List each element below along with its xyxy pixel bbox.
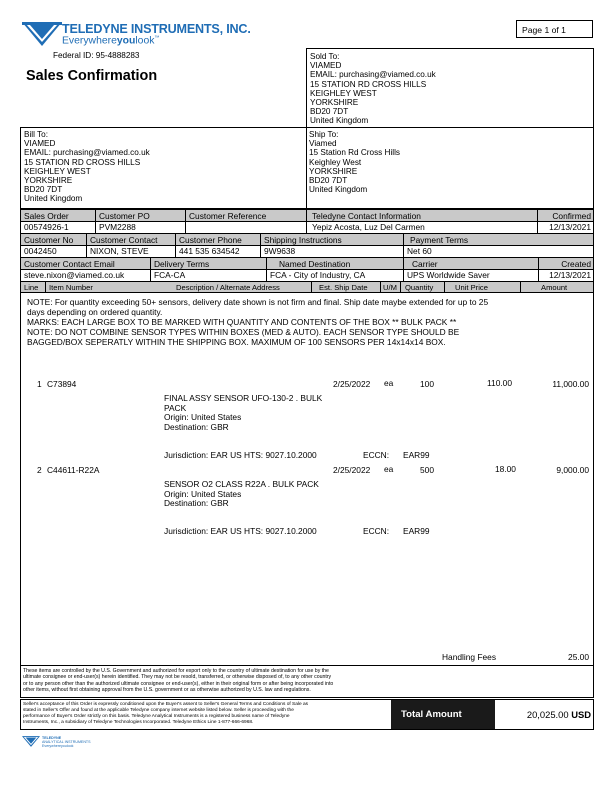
sold-to-label: Sold To: [310,52,340,61]
val-customer-po: PVM2288 [99,222,136,232]
export-notice [20,665,594,698]
ship-to-line: YORKSHIRE [309,166,358,176]
item-qty: 100 [420,379,434,389]
ship-to-line: Keighley West [309,157,362,167]
bill-to-line: VIAMED [24,139,56,149]
item-um: ea [384,378,394,388]
item-amount: 9,000.00 [556,465,589,475]
item-unit-price: 110.00 [487,378,512,388]
val-delivery-terms: FCA-CA [154,270,186,280]
hdr-contact-email: Customer Contact Email [21,258,150,270]
val-customer-no: 0042450 [24,246,57,256]
total-currency: USD [571,709,591,720]
footer-logo [22,736,122,752]
item-eccn: EAR99 [403,450,430,460]
footer-logo-line: ANALYTICAL INSTRUMENTS [42,740,91,745]
terms-notice-line: performance of Buyer's Order strictly on this basis. Teledyne Analytical Instruments is a registered business name of Teledyne [23,714,290,719]
item-desc-line: PACK [164,402,187,413]
export-notice-line: These items are controlled by the U.S. Government and authorized for export only to the country of ultimate destination for use by the [23,668,329,674]
item-desc-line: FINAL ASSY SENSOR UFO-130-2 . BULK [164,393,323,403]
company-name: TELEDYNE INSTRUMENTS, INC. [62,22,251,36]
item-qty: 500 [420,465,434,475]
handling-fees-value: 25.00 [568,652,589,662]
total-amount-value [501,709,591,720]
terms-notice-line: Instruments, Inc., a subsidiary of Teledyne Technologies Incorporated. Teledyne Ethics Line 1-877-666-6968. [23,720,254,725]
note-line: NOTE: DO NOT COMBINE SENSOR TYPES WITHIN BOXES (MED & AUTO). EACH SENSOR TYPE SHOULD BE [27,327,460,337]
sold-to-line: YORKSHIRE [310,98,359,108]
hdr-shipping-instructions: Shipping Instructions [261,234,403,246]
order-notes [27,297,488,347]
val-sales-order: 00574926-1 [24,222,69,232]
line-items-body [20,292,594,666]
bill-to-line: United Kingdom [24,194,83,204]
item-ship-date: 2/25/2022 [333,465,371,475]
bill-to-line: KEIGHLEY WEST [24,166,91,176]
hdr-created: Created [539,258,593,270]
item-desc-line: Origin: United States [164,488,242,499]
handling-fees-label: Handling Fees [442,652,497,662]
bill-to-label: Bill To: [24,130,48,139]
bill-to-line: YORKSHIRE [24,176,73,186]
bill-ship-box [20,127,594,209]
total-amount-label: Total Amount [401,709,462,720]
page-label: Page 1 of 1 [522,25,566,35]
val-payment-terms: Net 60 [407,246,432,256]
lh-unit-price: Unit Price [455,283,488,292]
item-desc-line: Origin: United States [164,412,242,423]
lh-item-number: Item Number [49,283,93,292]
terms-notice-line: stated in Seller's Offer and found at the applicable Teledyne company internet website listed below. Seller is proceeding with the [23,708,294,713]
sold-to-line: KEIGHLEY WEST [310,88,377,98]
item-ship-date: 2/25/2022 [333,379,371,389]
tagline-tm: ™ [154,35,160,41]
sold-to-line: 15 STATION RD CROSS HILLS [310,79,427,89]
hdr-customer-contact: Customer Contact [87,234,175,246]
ship-to-line: 15 Station Rd Cross Hills [309,148,401,158]
sold-to-line: BD20 7DT [310,107,349,117]
bill-to-line: BD20 7DT [24,185,63,195]
note-line: days depending on ordered quantity. [27,307,163,317]
item-unit-price: 18.00 [495,464,516,474]
teledyne-logo-icon [22,22,62,46]
hdr-customer-reference: Customer Reference [186,210,306,222]
val-created: 12/13/2021 [549,270,591,280]
ship-to-line: BD20 7DT [309,176,348,186]
ship-to-label: Ship To: [309,130,339,139]
item-um: ea [384,464,394,474]
hdr-customer-po: Customer PO [96,210,185,222]
export-notice-line: or to any person other than the authorized ultimate consignee or end-user(s), either in their original form or after being incorporated into [23,680,334,687]
lh-amount: Amount [541,283,568,292]
item-amount: 11,000.00 [552,379,589,389]
hdr-customer-no: Customer No [21,234,86,246]
sold-to-line: EMAIL: purchasing@viamed.co.uk [310,70,436,80]
note-line: NOTE: For quantity exceeding 50+ sensors, delivery date shown is not firm and final. Ship date maybe extended for up to 25 [27,297,489,307]
val-contact-email: steve.nixon@viamed.co.uk [24,270,125,280]
order-info-grid [20,209,594,293]
company-logo [22,20,252,52]
lh-quantity: Quantity [405,283,434,292]
item-desc-line: Destination: GBR [164,421,229,432]
ship-to [309,130,400,194]
sold-to-line: VIAMED [310,61,342,71]
val-carrier: UPS Worldwide Saver [407,270,490,280]
bill-to [24,130,150,204]
hdr-customer-phone: Customer Phone [176,234,260,246]
bill-to-line: EMAIL: purchasing@viamed.co.uk [24,148,150,158]
terms-total-box [20,699,594,730]
sold-to-box [306,48,594,128]
page-indicator [516,20,593,38]
total-amount-label-box [391,700,495,729]
note-line: MARKS: EACH LARGE BOX TO BE MARKED WITH QUANTITY AND CONTENTS OF THE BOX ** BULK PACK ** [27,317,457,327]
footer-logo-line: Everywhereyoulook [42,744,74,749]
val-confirmed: 12/13/2021 [549,222,591,232]
hdr-teledyne-contact: Teledyne Contact Information [307,210,537,222]
sold-to-line: United Kingdom [310,116,369,126]
hdr-confirmed: Confirmed [538,210,593,222]
val-customer-contact: NIXON, STEVE [90,246,149,256]
item-desc-line: SENSOR O2 CLASS R22A . BULK PACK [164,479,319,489]
lh-description: Description / Alternate Address [176,283,280,292]
hdr-payment-terms: Payment Terms [404,234,593,246]
hdr-sales-order: Sales Order [21,210,95,222]
line-item [21,377,593,467]
tagline-post: look [135,35,155,47]
lh-line: Line [24,283,39,292]
ship-to-line: United Kingdom [309,185,368,195]
doc-title: Sales Confirmation [26,68,158,84]
item-number: C73894 [47,379,77,389]
footer-logo-line: TELEDYNE [42,736,62,740]
item-eccn-label: ECCN: [363,526,390,536]
federal-id: Federal ID: 95-4888283 [53,51,140,60]
item-jurisdiction: Jurisdiction: EAR US HTS: 9027.10.2000 [164,450,317,460]
item-line-no: 2 [37,465,42,475]
hdr-delivery-terms: Delivery Terms [151,258,266,270]
item-desc-line: Destination: GBR [164,498,229,509]
teledyne-small-logo-icon [22,736,40,747]
export-notice-line: other items, without first obtaining approval from the U.S. government or as otherwise authorized by U.S. law and regulations. [23,686,311,693]
bill-to-line: 15 STATION RD CROSS HILLS [24,157,141,167]
lh-est-ship-date: Est. Ship Date [319,283,368,292]
hdr-named-destination: Named Destination [267,258,403,270]
tagline-pre: Everywhere [62,35,117,47]
total-value: 20,025.00 [526,709,569,720]
val-shipping-instructions: 9W9638 [264,246,296,256]
val-customer-phone: 441 535 634542 [179,246,240,256]
item-line-no: 1 [37,379,42,389]
terms-notice-line: Seller's acceptance of this Order is expressly conditioned upon the Buyer's assent to Seller's General Terms and Conditions of Sale as [23,702,309,707]
company-tagline [62,35,159,46]
val-named-destination: FCA - City of Industry, CA [270,270,366,280]
export-notice-line: ultimate consignee or end-user(s) herein identified. They may not be resold, transferred, or otherwise disposed of, to any other country [23,674,332,681]
note-line: BAGGED/BOX SEPERATLY WITHIN THE SHIPPING BOX. MAXIMUM OF 100 SENSORS PER 14x14x14 BOX. [27,337,446,347]
tagline-you: you [116,35,136,47]
item-eccn: EAR99 [403,526,430,536]
lh-um: U/M [383,283,397,292]
hdr-carrier: Carrier [404,258,538,270]
item-number: C44611-R22A [47,465,100,475]
line-item [21,464,593,554]
item-jurisdiction: Jurisdiction: EAR US HTS: 9027.10.2000 [164,526,317,536]
ship-to-line: Viamed [309,139,337,149]
val-teledyne-contact: Yepiz Acosta, Luz Del Carmen [312,222,425,232]
item-eccn-label: ECCN: [363,450,390,460]
